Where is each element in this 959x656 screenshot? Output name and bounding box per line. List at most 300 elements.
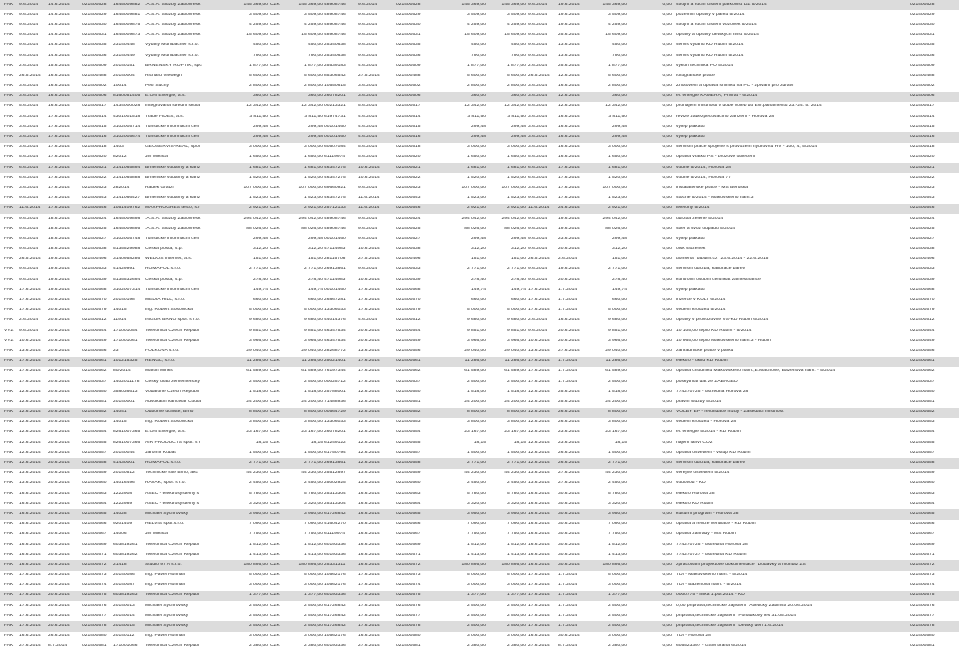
cell-issue-date: 16.6.2014 [358, 634, 380, 639]
cell-outstanding: 0,00 [662, 114, 672, 119]
cell-currency: CZK [270, 359, 280, 364]
cell-record-no-2: 021400512 [910, 318, 935, 323]
cell-outstanding: 0,00 [662, 124, 672, 129]
cell-description: revize zabezpečovacího zařízení - Horova 28 [676, 114, 775, 119]
cell-amount-paid: 1 413,00 [506, 552, 526, 557]
table-row [0, 31, 959, 41]
cell-amount-czk: 5 780,00 [303, 491, 323, 496]
cell-record-no: 021400578 [396, 624, 421, 629]
cell-variable-symbol: 021400536 [82, 53, 107, 58]
cell-issue-date: 12.6.2014 [358, 410, 380, 415]
cell-paid-date: 16.6.2014 [528, 501, 550, 506]
cell-purchase-order: 25512897 [324, 471, 346, 476]
cell-record-no: 021400538 [396, 247, 421, 252]
cell-doc-type: FAK [4, 33, 14, 38]
cell-amount-paid: 1 518,00 [506, 389, 526, 394]
cell-amount-paid: 11 286,00 [504, 359, 526, 364]
cell-description: 774270725 - úsťředna Horova 28 [676, 389, 749, 394]
cell-issue-date: 16.6.2014 [358, 542, 380, 547]
cell-amount: 2 380,00 [248, 644, 268, 649]
cell-due-date: 30.6.2014 [558, 501, 580, 506]
cell-purchase-order: 61726842 [324, 613, 346, 618]
cell-issue-date: 17.6.2014 [358, 583, 380, 588]
cell-variable-symbol: 021400525 [82, 226, 107, 231]
cell-due-date: 27.6.2014 [558, 471, 580, 476]
cell-description: TDI - Bazénová nám. - 5/2014 [676, 583, 742, 588]
cell-record-no: 021400512 [396, 318, 421, 323]
cell-amount-paid: 2 800,00 [506, 84, 526, 89]
cell-record-no-2: 021400552 [910, 410, 935, 415]
cell-record-no-2: 021400536 [910, 53, 935, 58]
cell-record-no-2: 021400556 [910, 348, 935, 353]
cell-amount-paid: 3 950,00 [506, 511, 526, 516]
cell-supplier-id: 14041 [113, 410, 127, 415]
cell-amount-booked: 3 000,00 [466, 634, 486, 639]
cell-amount-paid: 180 895,00 [501, 562, 526, 567]
cell-record-no: 021400568 [396, 287, 421, 292]
cell-received-date: 17.6.2014 [19, 613, 41, 618]
cell-due-date: 16.6.2014 [558, 318, 580, 323]
cell-currency: CZK [270, 573, 280, 578]
cell-variable-symbol: 021400567 [82, 532, 107, 537]
cell-due-date: 19.6.2014 [558, 267, 580, 272]
cell-doc-type: FAK [4, 124, 14, 129]
cell-supplier-name: Brněnské vodárny a kanz [145, 165, 201, 170]
cell-amount-czk: 299,48 [308, 236, 323, 241]
cell-due-date: 23.6.2014 [558, 236, 580, 241]
cell-due-date: 1.7.2014 [558, 613, 578, 618]
cell-record-no-2: 021400546 [910, 206, 935, 211]
cell-amount-remaining: 1 520,00 [607, 175, 627, 180]
cell-amount-paid: 1 877,00 [506, 63, 526, 68]
cell-due-date: 25.6.2014 [558, 63, 580, 68]
cell-record-no: 021400528 [396, 2, 421, 7]
cell-description: vodovod - KD [676, 481, 706, 486]
cell-variable-symbol: 021400579 [82, 308, 107, 313]
cell-amount-paid: 3 811,50 [507, 114, 526, 119]
cell-variable-symbol: 021400518 [82, 145, 107, 150]
cell-amount-booked: 3 800,00 [466, 420, 486, 425]
table-row [0, 571, 959, 581]
cell-description: doména "tabulin.cz" 23.6.2014 - 22.6.2015 [676, 257, 769, 262]
cell-due-date: 2.6.2014 [558, 257, 578, 262]
cell-description: TDI - Makovského nám. - 5/2014 [676, 573, 748, 578]
cell-amount-booked: 61 589,00 [464, 369, 486, 374]
table-row [0, 61, 959, 71]
cell-purchase-order: 00101460 [324, 287, 346, 292]
cell-amount-remaining: 299,48 [612, 124, 627, 129]
table-row [0, 275, 959, 285]
cell-amount: 2 800,00 [248, 84, 268, 89]
table-row [0, 265, 959, 275]
cell-doc-type: FAK [4, 348, 14, 353]
cell-received-date: 9.6.2014 [19, 216, 39, 221]
cell-amount: 15 609,00 [246, 33, 268, 38]
cell-doc-type: FAK [4, 552, 14, 557]
cell-due-date: 12.6.2014 [558, 104, 580, 109]
cell-outstanding: 0,00 [662, 73, 672, 78]
cell-amount: 9 680,00 [248, 318, 268, 323]
cell-variable-symbol: 021400522 [82, 175, 107, 180]
cell-outstanding: 0,00 [662, 308, 672, 313]
cell-doc-type: FAK [4, 389, 14, 394]
cell-received-date: 17.6.2014 [19, 583, 41, 588]
cell-record-no-2: 021400551 [910, 399, 935, 404]
cell-amount: 312,20 [253, 247, 268, 252]
cell-purchase-order: 61726842 [324, 603, 346, 608]
cell-record-no: 021400573 [396, 573, 421, 578]
cell-currency: CZK [270, 226, 280, 231]
cell-issue-date: 12.6.2014 [358, 399, 380, 404]
cell-supplier-id: 1645009875 [113, 22, 141, 27]
cell-due-date: 16.6.2014 [558, 145, 580, 150]
cell-amount-remaining: 3 000,00 [607, 634, 627, 639]
cell-record-no-2: 021400514 [910, 114, 935, 119]
cell-amount-remaining: 23 167,00 [605, 430, 627, 435]
cell-description: olsk složenek [676, 247, 706, 252]
cell-currency: CZK [270, 53, 280, 58]
cell-amount-booked: 2 500,00 [466, 613, 486, 618]
cell-invoice-no: 20.6.2014 [48, 298, 70, 303]
cell-amount-booked: 88 026,00 [464, 226, 486, 231]
cell-due-date: 12.6.2014 [558, 94, 580, 99]
cell-outstanding: 0,00 [662, 379, 672, 384]
cell-amount-paid: 1 512,00 [506, 542, 526, 547]
cell-amount-czk: 2 500,00 [303, 613, 323, 618]
cell-outstanding: 0,00 [662, 277, 672, 282]
cell-invoice-no: 20.6.2014 [48, 461, 70, 466]
cell-amount-remaining: 5 000,00 [607, 308, 627, 313]
cell-supplier-name: Česká pošta, s.p. [145, 277, 183, 282]
cell-record-no: 021400536 [396, 53, 421, 58]
cell-outstanding: 0,00 [662, 389, 672, 394]
cell-supplier-id: 20140013 [113, 603, 135, 608]
cell-purchase-order: 47114983 [324, 247, 346, 252]
cell-record-no-2: 021400557 [910, 450, 935, 455]
cell-paid-date: 9.6.2014 [528, 226, 548, 231]
cell-variable-symbol: 021400543 [82, 196, 107, 201]
cell-supplier-name: ROMAPOL s.r.o. [145, 267, 182, 272]
cell-record-no-2: 021400577 [910, 613, 935, 618]
cell-currency: CZK [270, 583, 280, 588]
cell-purchase-order: 10562176 [324, 573, 346, 578]
cell-supplier-name: Integrovaná střední škola [145, 104, 200, 109]
cell-doc-type: FAK [4, 206, 14, 211]
cell-supplier-id: 3102005748 [113, 236, 141, 241]
cell-paid-date: 3.6.2014 [528, 135, 548, 140]
cell-supplier-name: BRNĚNSKÝ ROPTIK, spc [145, 63, 202, 68]
cell-supplier-id: 14015 [113, 420, 127, 425]
cell-record-no-2: 021400516 [910, 135, 935, 140]
cell-amount-remaining: 294 042,00 [602, 216, 627, 221]
cell-supplier-id: 1645009873 [113, 33, 141, 38]
cell-amount-czk: 1 377,00 [303, 593, 323, 598]
cell-issue-date: 9.6.2014 [358, 216, 378, 221]
cell-purchase-order: 44014376 [324, 318, 346, 323]
cell-supplier-name: AIR PRODUCTS spol. s r [145, 440, 201, 445]
cell-doc-type: FAK [4, 461, 14, 466]
cell-description: veřejné osvětlení 5/2014 [676, 471, 730, 476]
cell-doc-type: FAK [4, 501, 14, 506]
cell-issue-date: 13.6.2014 [358, 481, 380, 486]
cell-amount-remaining: 29 040,00 [605, 348, 627, 353]
cell-amount-czk: 1 877,00 [303, 63, 323, 68]
cell-invoice-no: 20.6.2014 [48, 359, 70, 364]
cell-amount-czk: 1 512,00 [303, 542, 323, 547]
cell-record-no: 021400580 [396, 634, 421, 639]
cell-invoice-no: 18.6.2014 [48, 216, 70, 221]
cell-purchase-order: 69660921 [324, 185, 346, 190]
cell-amount-paid: 29 040,00 [504, 348, 526, 353]
cell-amount-czk: 151,00 [308, 257, 323, 262]
cell-variable-symbol: 021400555 [82, 440, 107, 445]
cell-amount-remaining: 2 500,00 [607, 379, 627, 384]
cell-issue-date: 27.6.2014 [358, 644, 380, 649]
cell-amount-czk: 1 500,00 [303, 450, 323, 455]
cell-issue-date: 17.6.2014 [358, 369, 380, 374]
cell-amount: 3 811,50 [249, 114, 268, 119]
cell-record-no: 021400559 [396, 471, 421, 476]
cell-amount-booked: 1 500,00 [466, 450, 486, 455]
cell-doc-type: FAK [4, 583, 14, 588]
cell-supplier-id: 282014 [113, 185, 130, 190]
table-row [0, 520, 959, 530]
cell-outstanding: 0,00 [662, 552, 672, 557]
cell-supplier-id: 20140087 [113, 583, 135, 588]
cell-received-date: 9.6.2014 [19, 12, 39, 17]
table-row [0, 428, 959, 438]
cell-description: TDI - Horova 28 [676, 634, 711, 639]
cell-amount-booked: 4 259,00 [466, 22, 486, 27]
cell-issue-date: 9.6.2014 [358, 43, 378, 48]
cell-doc-type: FAK [4, 399, 14, 404]
cell-issue-date: 9.6.2014 [358, 33, 378, 38]
cell-invoice-no: 17.6.2014 [48, 175, 70, 180]
cell-supplier-id: 14015 [113, 308, 127, 313]
cell-record-no: 021400561 [396, 359, 421, 364]
cell-variable-symbol: 021400560 [82, 481, 107, 486]
cell-invoice-no: 17.6.2014 [48, 206, 70, 211]
table-row [0, 173, 959, 183]
cell-received-date: 17.6.2014 [19, 298, 41, 303]
cell-currency: CZK [270, 165, 280, 170]
cell-variable-symbol: 021400523 [82, 185, 107, 190]
cell-amount-booked: 44 230,00 [464, 471, 486, 476]
cell-paid-date: 17.6.2014 [528, 298, 550, 303]
cell-amount-booked: 1 650,00 [466, 155, 486, 160]
cell-description: oprava a revize ventilace - KD Rubín [676, 522, 756, 527]
cell-variable-symbol: 021400557 [82, 450, 107, 455]
cell-amount-remaining: 299,48 [612, 236, 627, 241]
cell-paid-date: 12.6.2014 [528, 410, 550, 415]
cell-purchase-order: 61119974 [324, 532, 346, 537]
cell-amount: 2 921,00 [248, 206, 268, 211]
table-row [0, 51, 959, 61]
cell-amount-czk: 450,00 [308, 43, 323, 48]
cell-description: vodné 5/2014, Horova 28 [676, 165, 731, 170]
cell-amount-czk: 2 500,00 [303, 603, 323, 608]
cell-outstanding: 0,00 [662, 369, 672, 374]
cell-invoice-no: 20.6.2014 [48, 338, 70, 343]
cell-doc-type: FAK [4, 135, 14, 140]
cell-amount-booked: 3 950,00 [466, 511, 486, 516]
cell-supplier-name: .A.S.A. Služby Žabovřesk [145, 22, 201, 27]
cell-description: opravy v provozovně VS-KD Rubín 6/2014 [676, 318, 769, 323]
cell-amount-czk: 145 369,00 [298, 2, 323, 7]
cell-variable-symbol: 021400578 [82, 624, 107, 629]
cell-purchase-order: 61119974 [324, 155, 346, 160]
cell-amount: 11 286,00 [246, 359, 268, 364]
cell-record-no-2: 021400535 [910, 43, 935, 48]
cell-amount-czk: 5 000,00 [303, 573, 323, 578]
cell-record-no-2: 021400549 [910, 338, 935, 343]
cell-amount-booked: 2 771,00 [466, 267, 486, 272]
cell-amount-remaining: 1 523,00 [607, 196, 627, 201]
cell-due-date: 1.7.2014 [558, 603, 578, 608]
cell-doc-type: FAK [4, 379, 14, 384]
cell-amount-czk: 88 026,00 [301, 226, 323, 231]
cell-amount-booked: 7 750,00 [466, 532, 486, 537]
cell-amount-czk: 149,74 [308, 287, 323, 292]
cell-received-date: 17.6.2014 [19, 287, 41, 292]
cell-paid-date: 6.6.2014 [528, 165, 548, 170]
cell-record-no: 021400569 [396, 542, 421, 547]
cell-amount-paid: 3 320,00 [506, 501, 526, 506]
cell-invoice-no: 20.6.2014 [48, 420, 70, 425]
cell-outstanding: 0,00 [662, 481, 672, 486]
table-row [0, 102, 959, 112]
cell-amount-booked: 7 090,00 [466, 522, 486, 527]
cell-purchase-order: 61726842 [324, 624, 346, 629]
cell-amount-remaining: 145 369,00 [602, 2, 627, 7]
cell-amount-czk: 5 600,00 [303, 73, 323, 78]
cell-doc-type: FAK [4, 634, 14, 639]
cell-amount: 12 342,00 [246, 104, 268, 109]
cell-variable-symbol: 021400496 [82, 257, 107, 262]
cell-amount-paid: 312,20 [511, 247, 526, 252]
cell-record-no-2: 021400518 [910, 145, 935, 150]
cell-record-no-2: 021400506 [910, 94, 935, 99]
cell-amount-paid: 2 380,00 [506, 644, 526, 649]
cell-doc-type: FAK [4, 43, 14, 48]
cell-amount-paid: 360,00 [511, 94, 526, 99]
cell-record-no-2: 021400520 [910, 155, 935, 160]
cell-description: Zhotovení a úprava snímků na PC - zpívání pro zdraví [676, 84, 794, 89]
cell-supplier-id: 3102005674 [113, 135, 141, 140]
cell-amount-paid: 299,48 [511, 135, 526, 140]
cell-amount-paid: 12 342,00 [504, 104, 526, 109]
cell-paid-date: 3.6.2014 [528, 185, 548, 190]
cell-issue-date: 9.6.2014 [358, 12, 378, 17]
cell-amount-czk: 7 090,00 [303, 522, 323, 527]
cell-due-date: 23.6.2014 [558, 430, 580, 435]
cell-amount-booked: 2 380,00 [466, 644, 486, 649]
cell-due-date: 1.7.2014 [558, 624, 578, 629]
cell-supplier-name: Radek Gratzl [145, 185, 174, 190]
cell-amount: 1 681,00 [248, 165, 268, 170]
cell-received-date: 17.6.2014 [19, 308, 41, 313]
cell-paid-date: 17.6.2014 [528, 308, 550, 313]
cell-amount-remaining: 11 286,00 [605, 359, 627, 364]
cell-received-date: 3.6.2014 [19, 135, 39, 140]
cell-due-date: 24.6.2014 [558, 206, 580, 211]
table-row [0, 143, 959, 153]
cell-description: zahradnické práce v parku [676, 348, 734, 353]
table-row [0, 183, 959, 193]
cell-variable-symbol: 021400527 [82, 236, 107, 241]
cell-description: instalatérské práce - MŠ Berušká [676, 185, 749, 190]
cell-amount-booked: 2 500,00 [466, 379, 486, 384]
cell-paid-date: 12.6.2014 [528, 399, 550, 404]
cell-outstanding: 0,00 [662, 185, 672, 190]
cell-amount-remaining: 15 609,00 [605, 33, 627, 38]
cell-outstanding: 0,00 [662, 145, 672, 150]
cell-received-date: 27.6.2014 [19, 644, 41, 649]
cell-record-no: 021400564 [396, 501, 421, 506]
cell-amount-czk: 1 518,00 [303, 389, 323, 394]
cell-issue-date: 9.6.2014 [358, 185, 378, 190]
cell-issue-date: 17.6.2014 [358, 287, 380, 292]
cell-amount-remaining: 1 681,00 [607, 165, 627, 170]
cell-amount-booked: 360,00 [471, 94, 486, 99]
cell-amount-booked: 1 523,00 [466, 196, 486, 201]
cell-supplier-id: 8160051405 [113, 94, 141, 99]
cell-amount: 5 780,00 [248, 491, 268, 496]
cell-currency: CZK [270, 552, 280, 557]
cell-supplier-name: Richard Viewegh [145, 73, 182, 78]
cell-description: stočné 5/2014 - Makovského nám.3 [676, 196, 754, 201]
cell-amount-czk: 2 800,00 [303, 84, 323, 89]
cell-outstanding: 0,00 [662, 634, 672, 639]
cell-amount-paid: 18,15 [513, 440, 526, 445]
cell-invoice-no: 20.6.2014 [48, 399, 70, 404]
cell-invoice-no: 20.6.2014 [48, 603, 70, 608]
cell-record-no-2: 021400561 [910, 359, 935, 364]
cell-record-no: 021400579 [396, 308, 421, 313]
cell-amount-paid: 2 500,00 [506, 613, 526, 618]
cell-currency: CZK [270, 532, 280, 537]
cell-currency: CZK [270, 124, 280, 129]
cell-amount-paid: 61 589,00 [504, 369, 526, 374]
cell-outstanding: 0,00 [662, 318, 672, 323]
cell-invoice-no: 16.6.2014 [48, 73, 70, 78]
cell-variable-symbol: 021400515 [82, 124, 107, 129]
cell-supplier-id: 1645009898 [113, 216, 141, 221]
cell-paid-date: 5.6.2014 [528, 104, 548, 109]
cell-amount-paid: 2 771,00 [506, 267, 526, 272]
cell-amount-paid: 145 369,00 [501, 2, 526, 7]
cell-amount-czk: 23 167,00 [301, 430, 323, 435]
cell-record-no-2: 021400515 [910, 124, 935, 129]
cell-paid-date: 17.6.2014 [528, 613, 550, 618]
cell-due-date: 17.6.2014 [558, 165, 580, 170]
table-row [0, 387, 959, 397]
cell-amount: 294 042,00 [243, 216, 268, 221]
cell-variable-symbol: 021400576 [82, 603, 107, 608]
cell-doc-type: FAK [4, 196, 14, 201]
cell-purchase-order: 41604270 [324, 522, 346, 527]
cell-supplier-name: E.ON Energie, a.s. [145, 430, 186, 435]
cell-record-no-2: 021400563 [910, 491, 935, 496]
cell-description: el. energie 5/2014 - KD Rubín [676, 430, 741, 435]
cell-amount-paid: 3 000,00 [506, 145, 526, 150]
cell-purchase-order: 25002925 [324, 481, 346, 486]
cell-amount: 1 518,00 [248, 389, 268, 394]
cell-currency: CZK [270, 155, 280, 160]
cell-currency: CZK [270, 644, 280, 649]
cell-purchase-order: 46347534 [324, 338, 346, 343]
table-row [0, 469, 959, 479]
